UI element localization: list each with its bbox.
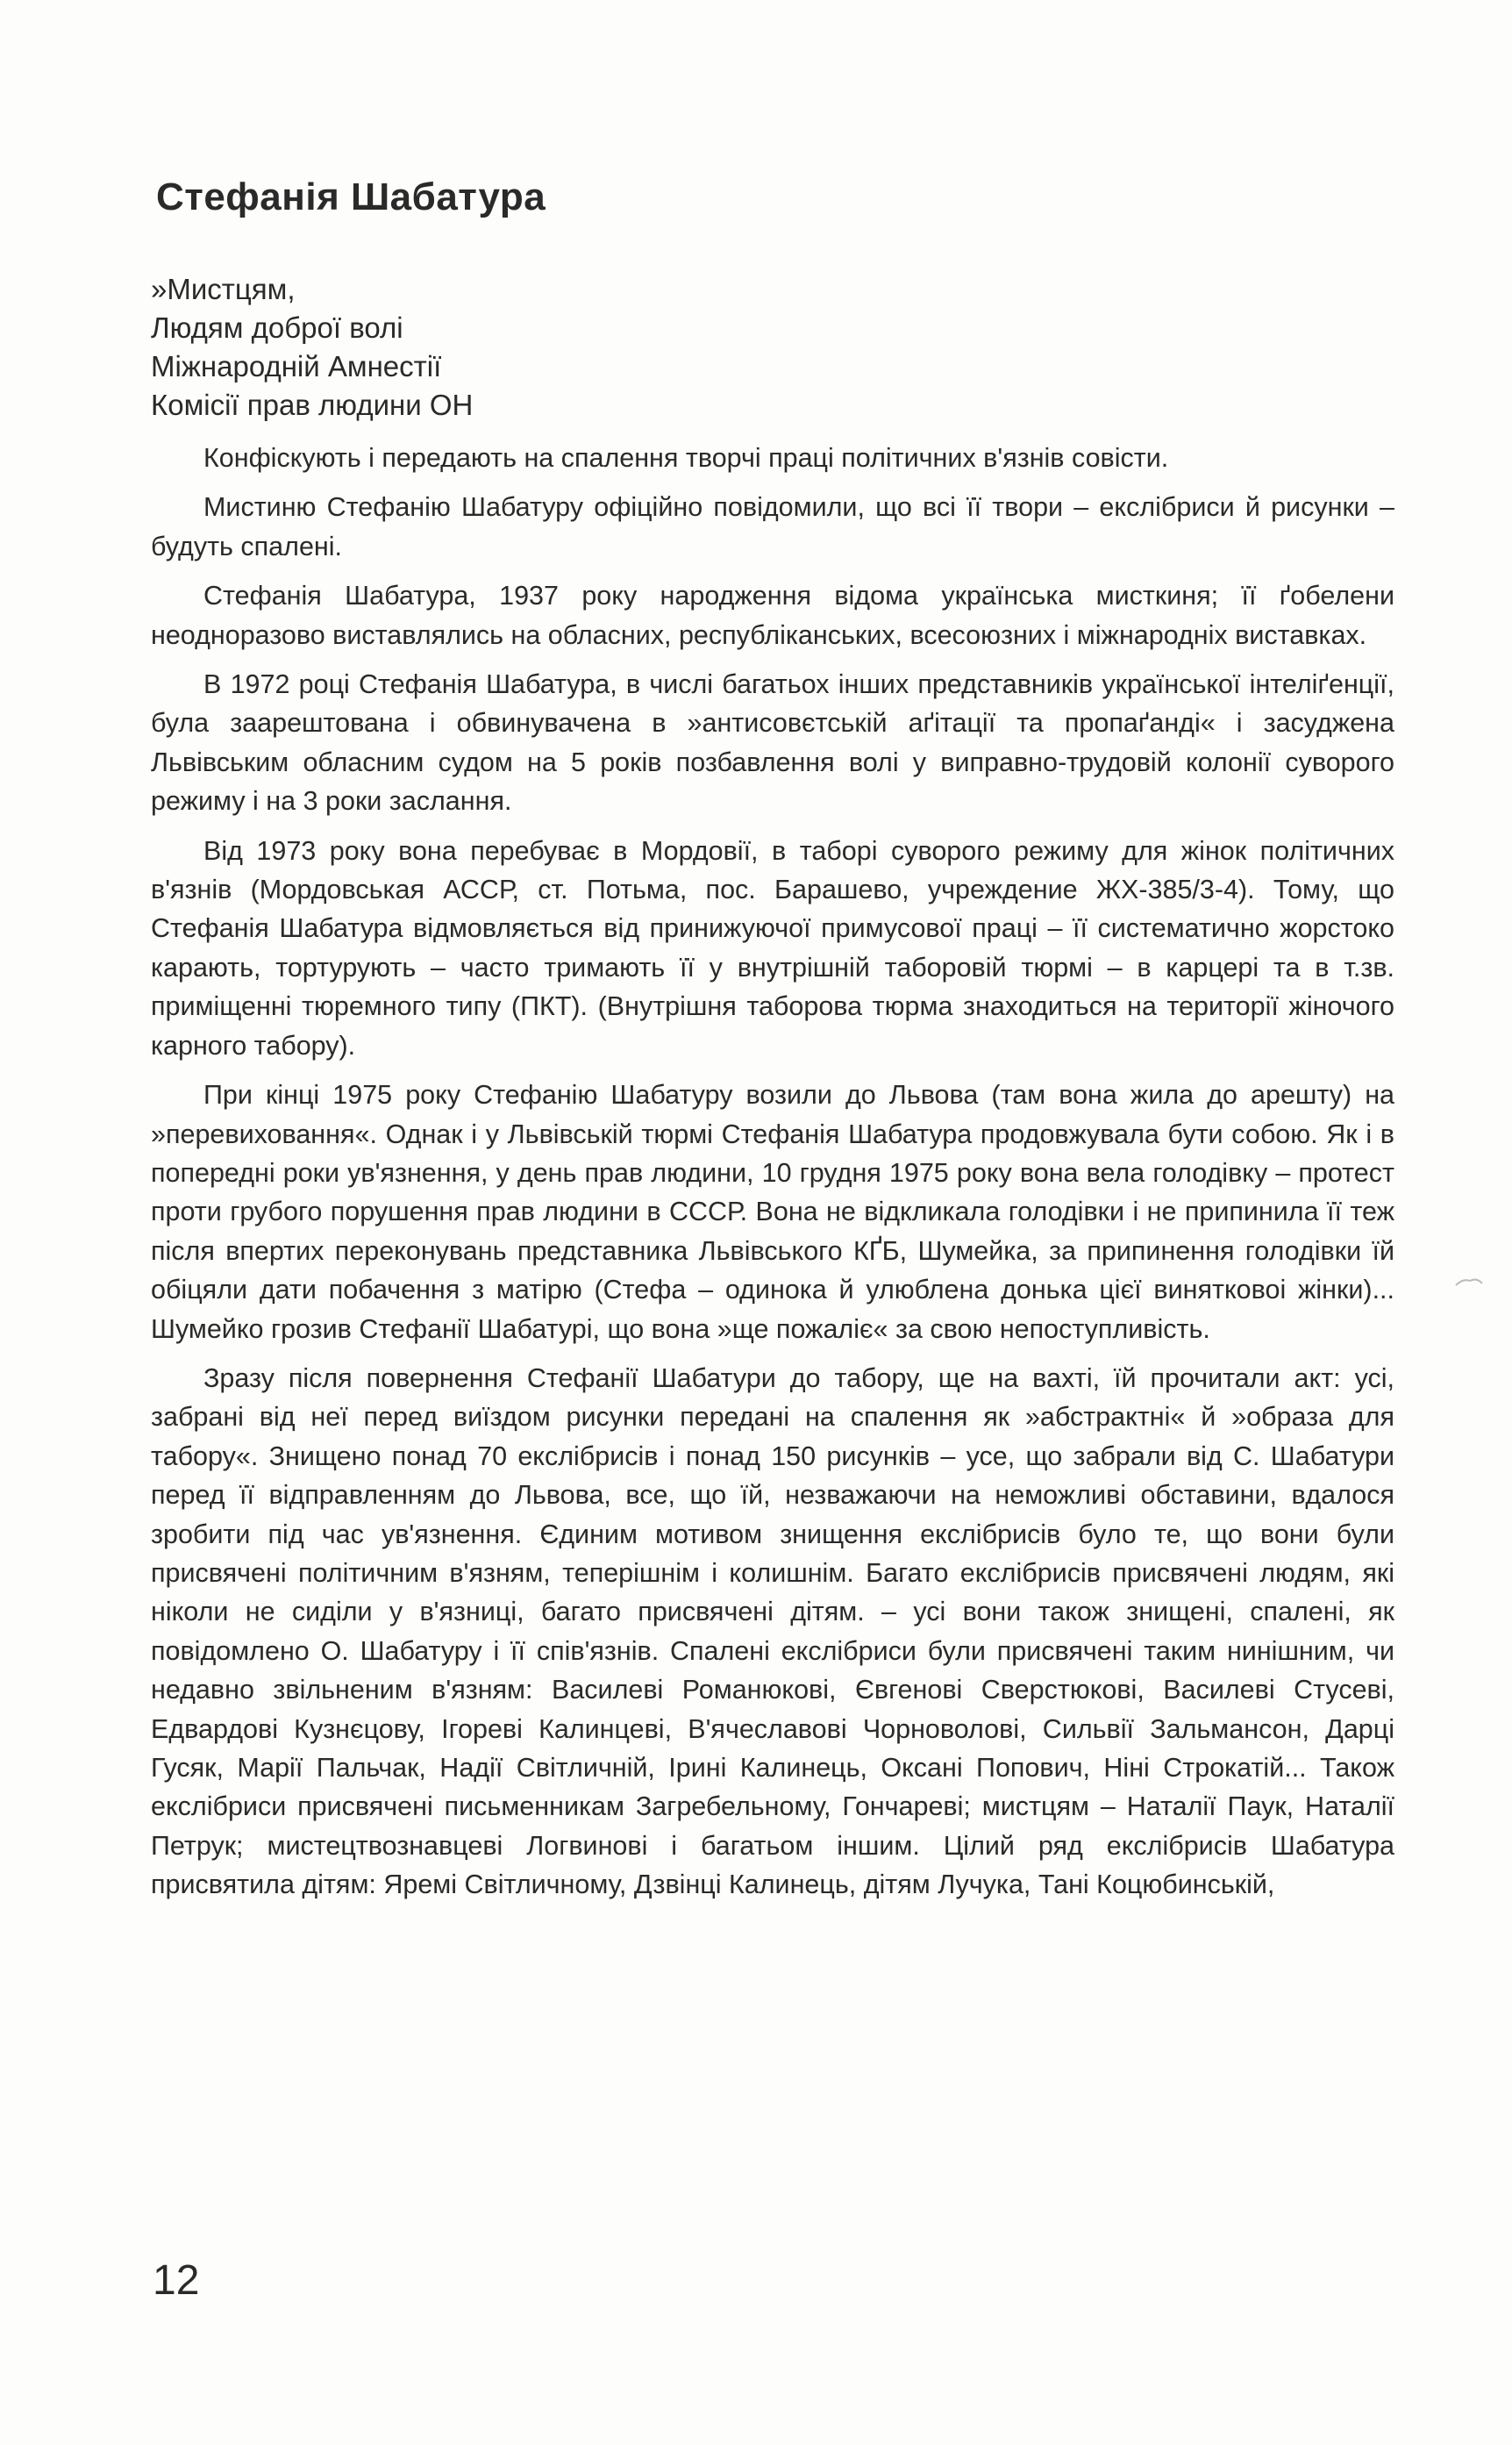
paragraph: Від 1973 року вона перебуває в Мордовії, в таборі суворого режиму для жінок політичних в'язнів (Мордовськая АССР, ст. Потьма, пос. Барашево, учреждение ЖХ-385/3-4). Тому, що Стефанія Шабатура відмовляється від принижуючої примусової праці – її систематично жорстоко карають, тортурують – часто тримають її у внутрішній табoровій тюрмі – в карцері та в т.зв. приміщенні тюремного типу (ПКТ). (Внутрішня таборова тюрма знаходиться на території жіночого карного табору). bbox=[151, 835, 1394, 1061]
address-line: Людям доброї волі bbox=[151, 311, 403, 344]
paragraph: Стефанія Шабатура, 1937 року народження відома українська мисткиня; її ґобелени неодноразово виставлялись на обласних, республіканських, всесоюзних і міжнародніх виставках. bbox=[151, 581, 1394, 650]
body-text bbox=[151, 439, 1394, 1915]
page-title: Стефанія Шабатура bbox=[156, 175, 546, 218]
address-line: Міжнародній Амнестії bbox=[151, 350, 442, 382]
address-line: »Мистцям, bbox=[151, 273, 296, 305]
scan-speck-mark bbox=[1454, 1276, 1484, 1288]
paragraph: В 1972 році Стефанія Шабатура, в числі багатьох інших представників української інтеліґенції, була заарештована і обвинувачена в »антисовєтській аґітації та пропаґанді« і засуджена Львівським обласним судом на 5 років позбавлення волі у виправно-трудовій колонії суворого режиму і на 3 роки заслання. bbox=[151, 669, 1394, 817]
paragraph: Конфіскують і передають на спалення творчі праці політичних в'язнів совісти. bbox=[203, 443, 1169, 473]
page-number: 12 bbox=[153, 2257, 200, 2304]
address-line: Комісії прав людини ОН bbox=[151, 389, 474, 421]
paragraph: Мистиню Стефанію Шабатуру офіційно повідомили, що всі її твори – екслібриси й рисунки – будуть спалені. bbox=[151, 492, 1394, 561]
paragraph: При кінці 1975 року Стефанію Шабатуру возили до Львова (там вона жила до арешту) на »перевиховання«. Однак і у Львівській тюрмі Стефанія Шабатура продовжувала бути собою. Як і в попередні роки ув'язнення, у день прав людини, 10 грудня 1975 року вона вела голодівку – протест проти грубого порушення прав людини в СССР. Вона не відкликала голодівки і не припинила її теж після впертих переконувань представника Львівського КҐБ, Шумейка, за припинення голодівки їй обіцяли дати побачення з матірю (Стефа – одинока й улюблена донька цієї винятковоі жінки)... Шумейко грозив Стефанії Шабатурі, що вона »ще пожаліє« за свою непоступливість. bbox=[151, 1080, 1394, 1344]
address-block bbox=[151, 270, 852, 425]
paragraph: Зразу після повернення Стефанії Шабатури до табору, ще на вахті, їй прочитали акт: усі, забрані від неї перед виїздом рисунки передані на спалення як »абстрактні« й »образа для табору«. Знищено понад 70 екслібрисів і понад 150 рисунків – усе, що забрали від С. Шабатури перед її відправленням до Львова, все, що їй, незважаючи на неможливі обставини, вдалося зробити під час ув'язнення. Єдиним мотивом знищення екслібрисів було те, що вони були присвячені політичним в'язням, теперішнім і колишнім. Багато екслібрисів присвячені людям, які ніколи не сиділи у в'язниці, багато присвячені дітям. – усі вони також знищені, спалені, як повідомлено О. Шабатуру і її спів'язнів. Спалені екслібриси були присвячені таким нинішним, чи недавно звільненим в'язням: Василеві Романюкові, Євгенові Сверстюкові, Василеві Стусеві, Едвардові Кузнєцову, Ігореві Калинцеві, В'ячеславові Чорноволові, Сильвії Зальмансон, Дарці Гусяк, Марії Пальчак, Надії Світличній, Ірині Калинець, Оксані Попович, Ніні Строкатій... Також екслібриси присвячені письменникам Загребельному, Гончареві; мистцям – Наталії Паук, Наталії Петрук; мистецтвознавцеві Логвинові і багатьом іншим. Цілий ряд екслібрисів Шабатура присвятила дітям: Яремі Світличному, Дзвінці Калинець, дітям Лучука, Тані Коцюбинській, bbox=[151, 1362, 1394, 1900]
